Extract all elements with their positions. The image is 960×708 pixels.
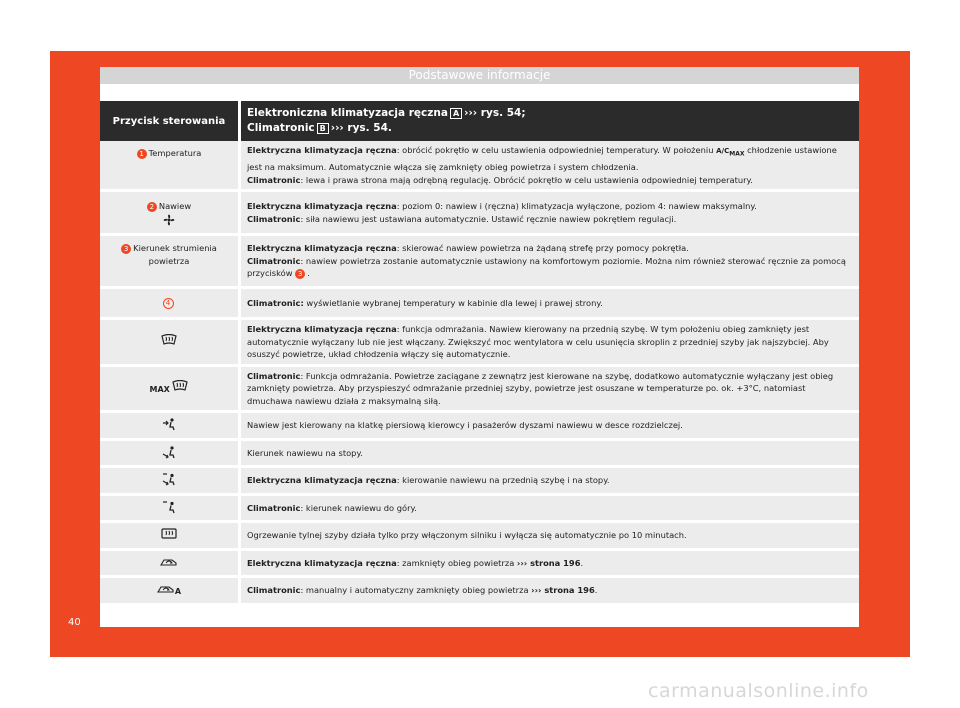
airflow-windscreen-feet-icon xyxy=(162,473,176,486)
control-cell xyxy=(100,141,241,192)
table-row xyxy=(100,496,859,524)
control-label: Nawiew xyxy=(158,201,192,212)
recirculation-icon xyxy=(160,557,178,567)
control-cell xyxy=(100,413,241,441)
max-label: MAX xyxy=(149,385,170,395)
page-number: 40 xyxy=(68,617,81,628)
table-row xyxy=(100,578,859,606)
description-cell: Elektryczna klimatyzacja ręczna: funkcja odmrażania. Nawiew kierowany na przednią szybę. W tym położeniu obieg zamknięty jest automatycznie wyłączany lub nie jest włączany. Zwiększyć moc wentylatora w celu usunięcia skroplin z przedniej szyby jak najszybciej. Aby osuszyć powietrze, układ chłodzenia włączy się automatycznie. xyxy=(241,320,859,367)
rear-window-heat-icon xyxy=(161,528,177,540)
table-row xyxy=(100,441,859,469)
table-row xyxy=(100,236,859,289)
description-cell: Climatronic: manualny i automatyczny zamknięty obieg powietrza ››› strona 196. xyxy=(241,578,859,606)
table-row xyxy=(100,468,859,496)
callout-number: 1 xyxy=(137,149,147,159)
page-reference[interactable]: ››› strona 196 xyxy=(531,585,595,596)
table-row xyxy=(100,551,859,579)
figure-label-b: B xyxy=(317,123,329,134)
callout-number: 3 xyxy=(121,244,131,254)
description-cell: Ogrzewanie tylnej szyby działa tylko przy włączonym silniku i wyłącza się automatycznie po 10 minutach. xyxy=(241,523,859,551)
description-cell: Kierunek nawiewu na stopy. xyxy=(241,441,859,469)
description-cell: Elektryczna klimatyzacja ręczna: kierowanie nawiewu na przednią szybę i na stopy. xyxy=(241,468,859,496)
control-label: Kierunek strumienia powietrza xyxy=(133,243,217,266)
description-cell: Elektryczna klimatyzacja ręczna: zamknięty obieg powietrza ››› strona 196. xyxy=(241,551,859,579)
ac-icon: A/C xyxy=(716,147,730,155)
control-cell xyxy=(100,320,241,367)
table-row xyxy=(100,413,859,441)
control-cell xyxy=(100,192,241,236)
controls-table xyxy=(100,101,859,606)
control-cell xyxy=(100,289,241,321)
airflow-up-icon xyxy=(162,501,176,514)
description-cell: Elektryczna klimatyzacja ręczna: poziom 0: nawiew i (ręczna) klimatyzacja wyłączone, poziom 4: nawiew maksymalny. Climatronic: siła nawiewu jest ustawiana automatycznie. Ustawić ręcznie nawiew pokrętłem regulacji. xyxy=(241,192,859,236)
page-reference[interactable]: ››› strona 196 xyxy=(516,557,581,568)
column-header-description: Elektroniczna klimatyzacja ręczna A ››› rys. 54; Climatronic B ››› rys. 54. xyxy=(241,101,859,141)
fan-icon xyxy=(162,213,176,227)
control-label: Temperatura xyxy=(148,148,202,158)
figure-label-a: A xyxy=(450,108,462,119)
table-row xyxy=(100,289,859,321)
control-cell xyxy=(100,441,241,469)
windscreen-defrost-icon xyxy=(161,334,177,346)
max-defrost-icon xyxy=(172,380,188,392)
description-cell: Climatronic: wyświetlanie wybranej temperatury w kabinie dla lewej i prawej strony. xyxy=(241,289,859,321)
column-header-button: Przycisk sterowania xyxy=(100,101,241,141)
description-cell: Climatronic: Funkcja odmrażania. Powietrze zaciągane z zewnątrz jest kierowane na szybę, dodatkowo automatycznie wyłączany jest obieg zamknięty powietrza. Aby przyspieszyć odmrażanie przedniej szyby, powietrze jest osuszane w temperaturze po. ok. +3°C, natomiast dmuchawa nawiewu działa z maksymalną siłą. xyxy=(241,367,859,414)
control-cell xyxy=(100,236,241,289)
description-cell: Nawiew jest kierowany na klatkę piersiową kierowcy i pasażerów dyszami nawiewu w desce rozdzielczej. xyxy=(241,413,859,441)
section-title: Podstawowe informacje xyxy=(408,68,551,82)
recirculation-auto-icon xyxy=(157,584,175,594)
table-row xyxy=(100,367,859,414)
table-row xyxy=(100,192,859,236)
auto-label: A xyxy=(174,587,182,597)
table-row xyxy=(100,320,859,367)
control-cell xyxy=(100,523,241,551)
table-header-row xyxy=(100,101,859,141)
control-cell xyxy=(100,367,241,414)
section-header xyxy=(100,67,859,84)
control-cell xyxy=(100,496,241,524)
control-cell xyxy=(100,468,241,496)
airflow-chest-icon xyxy=(162,418,176,431)
callout-number: 2 xyxy=(147,202,157,212)
watermark: carmanualsonline.info xyxy=(648,680,869,702)
description-cell: Climatronic: kierunek nawiewu do góry. xyxy=(241,496,859,524)
airflow-feet-icon xyxy=(162,446,176,459)
description-cell: Elektryczna klimatyzacja ręczna: skierować nawiew powietrza na żądaną strefę przy pomocy pokrętła. Climatronic: nawiew powietrza zostanie automatycznie ustawiony na komfortowym poziomie. Można nim również sterować ręcznie za pomocą przycisków 3 . xyxy=(241,236,859,289)
callout-number: 4 xyxy=(163,298,174,309)
table-row xyxy=(100,141,859,192)
control-cell xyxy=(100,551,241,579)
description-cell: Elektryczna klimatyzacja ręczna: obrócić pokrętło w celu ustawienia odpowiedniej temperatury. W położeniu $A/C_{MAX}$ chłodzenie ustawione jest na maksimum. Automatycznie włącza się zamknięty obieg powietrza i system chłodzenia. Climatronic: lewa i prawa strona mają odrębną regulację. Obrócić pokrętło w celu ustawienia odpowiedniej temperatury. xyxy=(241,141,859,192)
table-row xyxy=(100,523,859,551)
max-label: MAX xyxy=(729,150,745,158)
callout-number: 3 xyxy=(295,269,305,279)
control-cell xyxy=(100,578,241,606)
